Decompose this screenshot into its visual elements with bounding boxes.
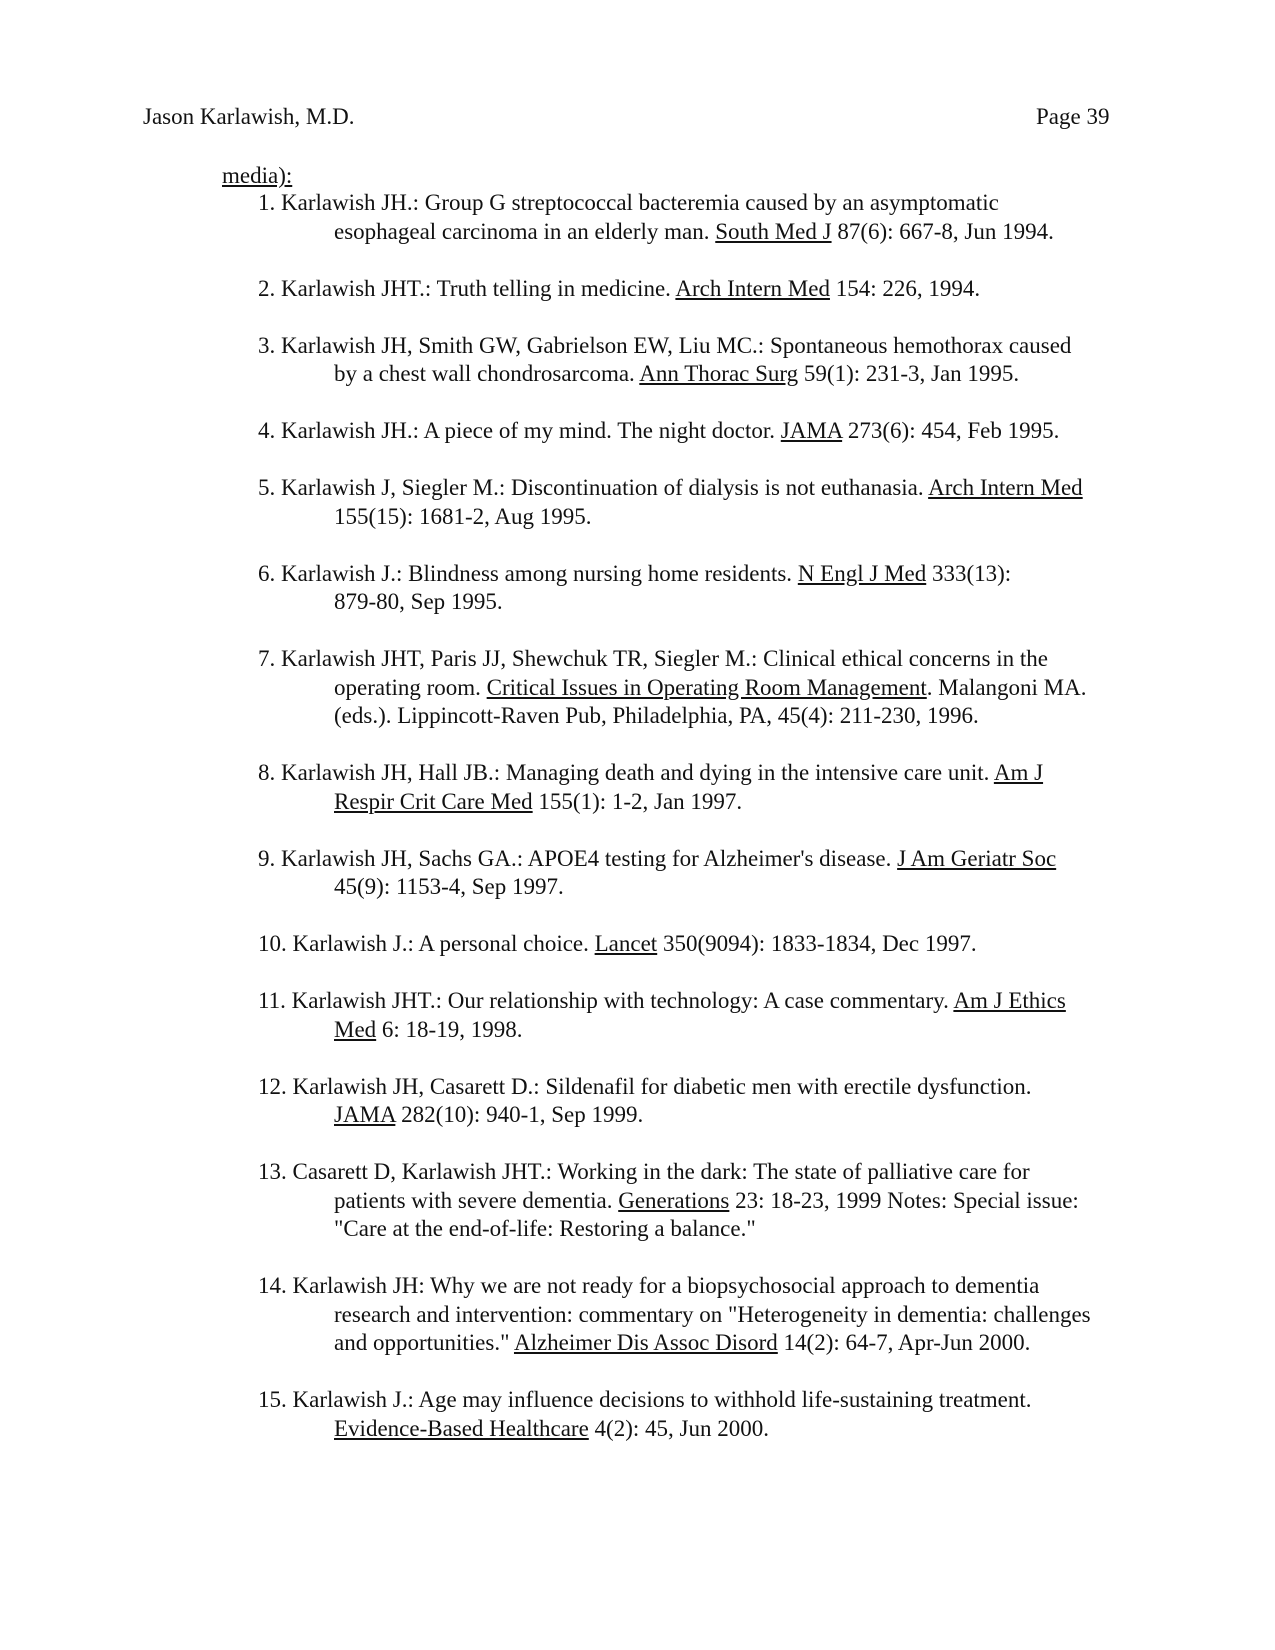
- entry-spacer: [258, 389, 1158, 418]
- header-page-number: Page 39: [1036, 104, 1110, 129]
- citation-text: 4. Karlawish JH.: A piece of my mind. The night doctor.: [258, 418, 781, 443]
- entry-continuation-line: [258, 218, 1158, 247]
- citation-text: 8. Karlawish JH, Hall JB.: Managing death and dying in the intensive care unit.: [258, 760, 994, 785]
- publication-entry: [258, 417, 1158, 446]
- publication-entry: [258, 189, 1158, 246]
- citation-text: by a chest wall chondrosarcoma.: [334, 361, 640, 386]
- journal-title: Evidence-Based Healthcare: [334, 1415, 589, 1441]
- entry-continuation-line: [258, 674, 1158, 703]
- journal-title: Arch Intern Med: [675, 275, 830, 301]
- entry-first-line: [258, 1272, 1158, 1301]
- citation-text: "Care at the end-of-life: Restoring a balance.": [334, 1216, 756, 1241]
- citation-text: 273(6): 454, Feb 1995.: [842, 418, 1060, 443]
- citation-text: 282(10): 940-1, Sep 1999.: [395, 1102, 644, 1127]
- entry-first-line: [258, 189, 1158, 218]
- entry-first-line: [258, 560, 1158, 589]
- entry-first-line: [258, 417, 1158, 446]
- journal-title: Lancet: [594, 931, 658, 956]
- publication-entry: [258, 332, 1158, 389]
- citation-text: 11. Karlawish JHT.: Our relationship with technology: A case commentary.: [258, 988, 954, 1013]
- publication-entry: [258, 1386, 1158, 1443]
- entry-continuation-line: [258, 1187, 1158, 1216]
- entry-continuation-line: [258, 1329, 1158, 1358]
- journal-title: Am J Ethics: [953, 988, 1066, 1013]
- entry-continuation-line: [258, 1215, 1158, 1244]
- citation-text: 5. Karlawish J, Siegler M.: Discontinuation of dialysis is not euthanasia.: [258, 475, 929, 500]
- citation-text: operating room.: [334, 674, 487, 700]
- entry-spacer: [258, 902, 1158, 931]
- entry-spacer: [258, 1130, 1158, 1159]
- entry-spacer: [258, 959, 1158, 988]
- citation-text: 4(2): 45, Jun 2000.: [588, 1415, 769, 1441]
- entry-spacer: [258, 1358, 1158, 1387]
- entry-spacer: [258, 816, 1158, 845]
- citation-text: 6: 18-19, 1998.: [376, 1016, 523, 1042]
- citation-text: . Malangoni MA.: [926, 674, 1087, 700]
- entry-continuation-line: [258, 788, 1158, 817]
- entry-continuation-line: [258, 873, 1158, 902]
- publication-entry: [258, 1272, 1158, 1358]
- citation-text: 155(15): 1681-2, Aug 1995.: [334, 503, 592, 529]
- publication-entry: [258, 275, 1158, 304]
- publication-entry: [258, 1158, 1158, 1244]
- citation-text: 12. Karlawish JH, Casarett D.: Sildenafil for diabetic men with erectile dysfunction.: [258, 1073, 1032, 1099]
- citation-text: 3. Karlawish JH, Smith GW, Gabrielson EW, Liu MC.: Spontaneous hemothorax caused: [258, 332, 1072, 358]
- journal-title: JAMA: [334, 1102, 396, 1127]
- citation-text: 2. Karlawish JHT.: Truth telling in medicine.: [258, 275, 676, 301]
- entry-first-line: [258, 275, 1158, 304]
- header-author-name: Jason Karlawish, M.D.: [143, 104, 355, 129]
- journal-title: Respir Crit Care Med: [334, 788, 533, 814]
- entry-first-line: [258, 1386, 1158, 1415]
- entry-spacer: [258, 617, 1158, 646]
- publication-entry: [258, 930, 1158, 959]
- citation-text: 14. Karlawish JH: Why we are not ready for a biopsychosocial approach to dementia: [258, 1273, 1040, 1298]
- citation-text: patients with severe dementia.: [334, 1187, 619, 1213]
- citation-text: 154: 226, 1994.: [829, 275, 981, 301]
- citation-text: 879-80, Sep 1995.: [334, 589, 503, 614]
- citation-text: 15. Karlawish J.: Age may influence decisions to withhold life-sustaining treatment.: [258, 1387, 1032, 1412]
- section-heading-continuation: media):: [222, 163, 293, 188]
- citation-text: 350(9094): 1833-1834, Dec 1997.: [657, 931, 977, 956]
- citation-text: 13. Casarett D, Karlawish JHT.: Working in the dark: The state of palliative care for: [258, 1159, 1030, 1184]
- entry-first-line: [258, 1073, 1158, 1102]
- publication-entry: [258, 1073, 1158, 1130]
- entry-continuation-line: [258, 1301, 1158, 1330]
- journal-title: Alzheimer Dis Assoc Disord: [513, 1330, 778, 1355]
- citation-text: 10. Karlawish J.: A personal choice.: [258, 931, 595, 956]
- citation-text: 333(13):: [926, 560, 1012, 586]
- entry-first-line: [258, 759, 1158, 788]
- journal-title: J Am Geriatr Soc: [897, 845, 1057, 871]
- entry-spacer: [258, 531, 1158, 560]
- entry-first-line: [258, 1158, 1158, 1187]
- citation-text: 1. Karlawish JH.: Group G streptococcal bacteremia caused by an asymptomatic: [258, 190, 999, 215]
- citation-text: 6. Karlawish J.: Blindness among nursing home residents.: [258, 560, 798, 586]
- publication-entry: [258, 645, 1158, 731]
- entry-continuation-line: [258, 360, 1158, 389]
- entry-spacer: [258, 1044, 1158, 1073]
- journal-title: Critical Issues in Operating Room Management: [486, 674, 927, 700]
- citation-text: and opportunities.": [334, 1330, 514, 1355]
- entry-spacer: [258, 303, 1158, 332]
- journal-title: Arch Intern Med: [928, 475, 1083, 500]
- journal-title: Ann Thorac Surg: [639, 361, 799, 386]
- publication-entry: [258, 560, 1158, 617]
- entry-continuation-line: [258, 503, 1158, 532]
- entry-first-line: [258, 332, 1158, 361]
- entry-continuation-line: [258, 702, 1158, 731]
- entry-first-line: [258, 474, 1158, 503]
- entry-continuation-line: [258, 1016, 1158, 1045]
- citation-text: 14(2): 64-7, Apr-Jun 2000.: [777, 1330, 1031, 1355]
- journal-title: N Engl J Med: [797, 560, 927, 586]
- entry-first-line: [258, 987, 1158, 1016]
- entry-first-line: [258, 845, 1158, 874]
- journal-title: JAMA: [780, 418, 843, 443]
- citation-text: 59(1): 231-3, Jan 1995.: [798, 361, 1020, 386]
- publication-entry: [258, 987, 1158, 1044]
- journal-title: Med: [334, 1016, 377, 1042]
- entry-spacer: [258, 1244, 1158, 1273]
- citation-text: 23: 18-23, 1999 Notes: Special issue:: [729, 1187, 1079, 1213]
- citation-text: 87(6): 667-8, Jun 1994.: [831, 218, 1054, 244]
- citation-text: 7. Karlawish JHT, Paris JJ, Shewchuk TR, Siegler M.: Clinical ethical concerns in the: [258, 646, 1048, 671]
- citation-text: 45(9): 1153-4, Sep 1997.: [334, 874, 564, 899]
- citation-text: 9. Karlawish JH, Sachs GA.: APOE4 testing for Alzheimer's disease.: [258, 845, 898, 871]
- entry-first-line: [258, 645, 1158, 674]
- publication-list: [258, 189, 1158, 1443]
- publication-entry: [258, 759, 1158, 816]
- journal-title: Generations: [618, 1187, 730, 1213]
- citation-text: (eds.). Lippincott-Raven Pub, Philadelphia, PA, 45(4): 211-230, 1996.: [334, 703, 979, 728]
- citation-text: research and intervention: commentary on "Heterogeneity in dementia: challenges: [334, 1301, 1091, 1327]
- entry-continuation-line: [258, 1415, 1158, 1444]
- citation-text: 155(1): 1-2, Jan 1997.: [532, 788, 743, 814]
- journal-title: Am J: [993, 760, 1044, 785]
- entry-continuation-line: [258, 588, 1158, 617]
- journal-title: South Med J: [715, 218, 832, 244]
- entry-first-line: [258, 930, 1158, 959]
- entry-spacer: [258, 731, 1158, 760]
- publication-entry: [258, 474, 1158, 531]
- publication-entry: [258, 845, 1158, 902]
- citation-text: esophageal carcinoma in an elderly man.: [334, 218, 716, 244]
- entry-spacer: [258, 446, 1158, 475]
- entry-spacer: [258, 246, 1158, 275]
- entry-continuation-line: [258, 1101, 1158, 1130]
